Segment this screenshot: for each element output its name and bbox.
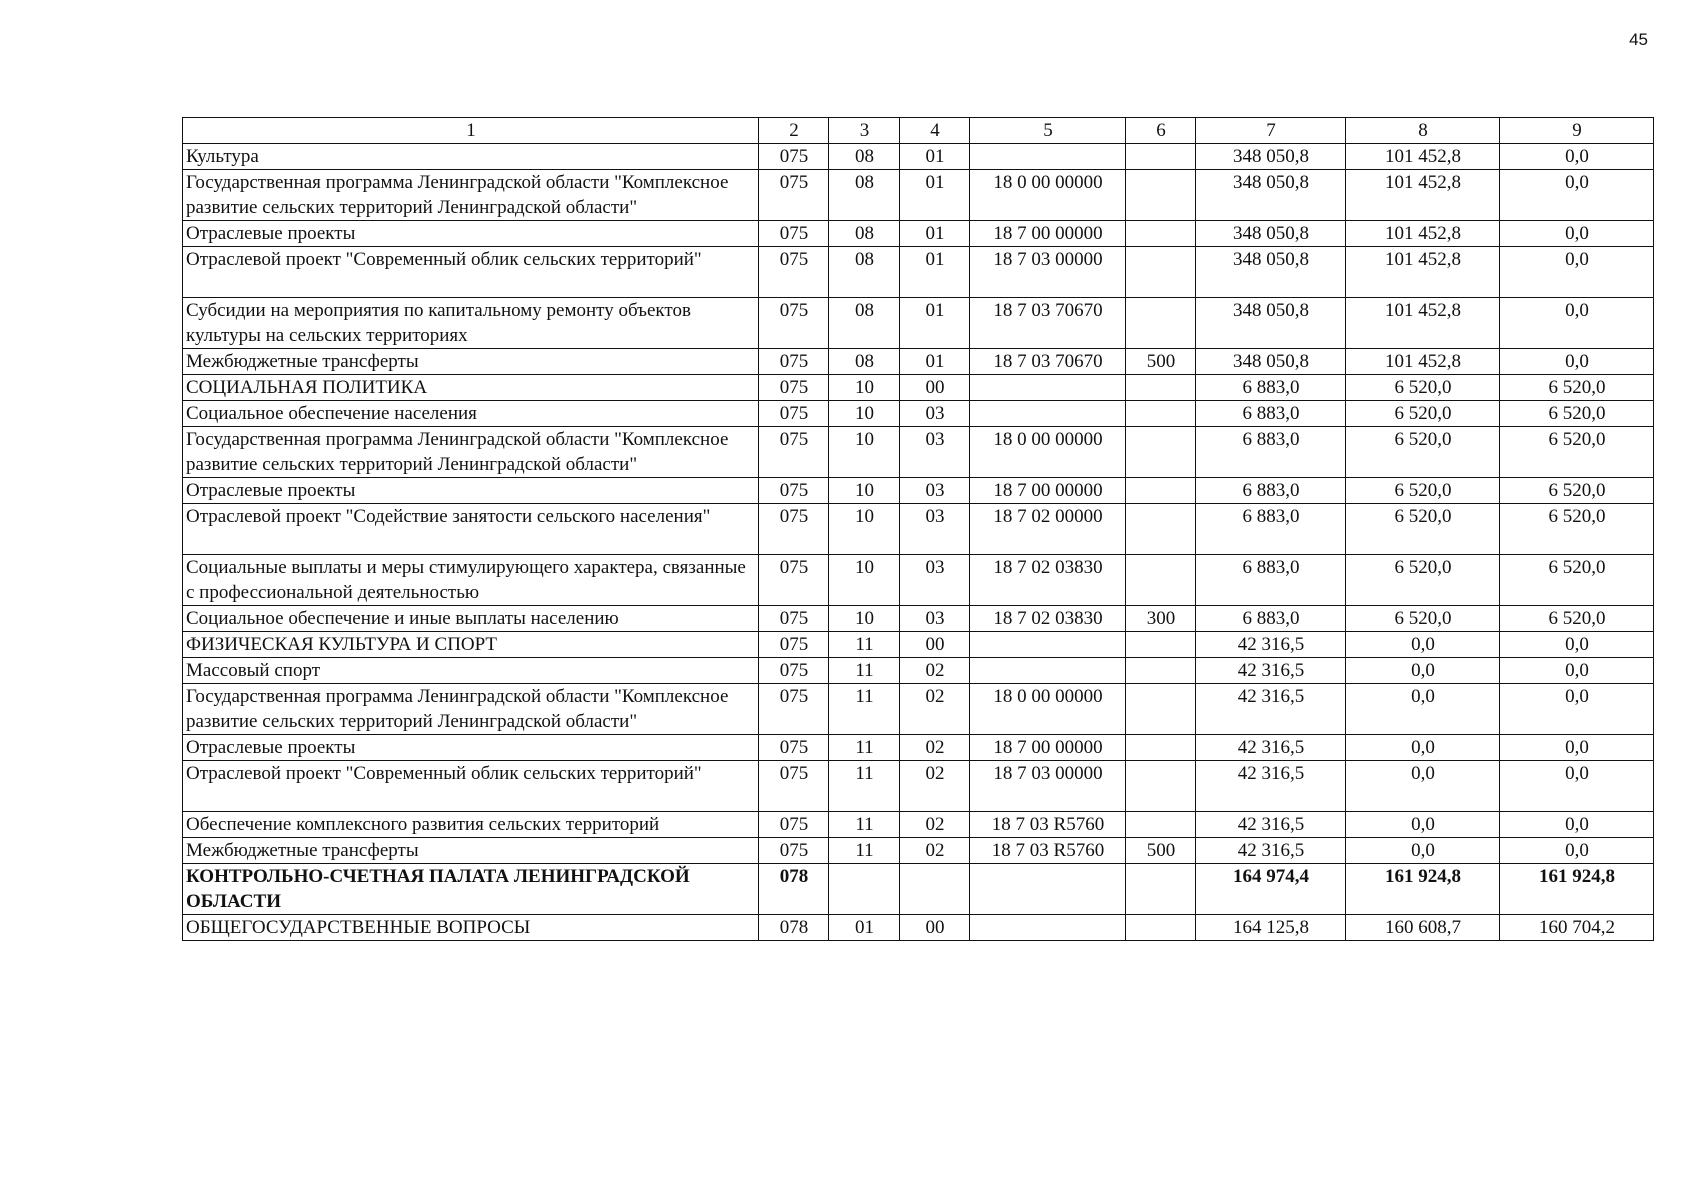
amount-col-8-cell: 161 924,8 bbox=[1346, 864, 1500, 915]
expense-type-cell bbox=[1126, 658, 1196, 684]
section-cell: 11 bbox=[829, 812, 900, 838]
amount-col-8-cell: 0,0 bbox=[1346, 812, 1500, 838]
header-row bbox=[183, 118, 1654, 144]
section-cell: 08 bbox=[829, 221, 900, 247]
amount-col-7-cell: 6 883,0 bbox=[1196, 606, 1346, 632]
amount-col-8-cell: 0,0 bbox=[1346, 658, 1500, 684]
table-row bbox=[183, 170, 1654, 221]
target-article-cell bbox=[970, 632, 1126, 658]
amount-col-7-cell: 348 050,8 bbox=[1196, 144, 1346, 170]
amount-col-8-cell: 6 520,0 bbox=[1346, 606, 1500, 632]
subsection-cell: 02 bbox=[900, 658, 970, 684]
amount-col-7-cell: 42 316,5 bbox=[1196, 735, 1346, 761]
amount-col-9-cell: 0,0 bbox=[1500, 812, 1654, 838]
amount-col-9-cell: 6 520,0 bbox=[1500, 401, 1654, 427]
subsection-cell: 01 bbox=[900, 170, 970, 221]
amount-col-8-cell: 0,0 bbox=[1346, 632, 1500, 658]
row-name-cell: Массовый спорт bbox=[183, 658, 759, 684]
section-cell: 08 bbox=[829, 144, 900, 170]
section-cell: 10 bbox=[829, 555, 900, 606]
table-row bbox=[183, 658, 1654, 684]
amount-col-7-cell: 164 974,4 bbox=[1196, 864, 1346, 915]
row-name-cell: Отраслевые проекты bbox=[183, 221, 759, 247]
amount-col-7-cell: 348 050,8 bbox=[1196, 349, 1346, 375]
target-article-cell: 18 7 03 70670 bbox=[970, 298, 1126, 349]
target-article-cell: 18 7 02 03830 bbox=[970, 606, 1126, 632]
target-article-cell: 18 0 00 00000 bbox=[970, 427, 1126, 478]
table-row bbox=[183, 632, 1654, 658]
row-name-cell: ОБЩЕГОСУДАРСТВЕННЫЕ ВОПРОСЫ bbox=[183, 915, 759, 941]
amount-col-9-cell: 161 924,8 bbox=[1500, 864, 1654, 915]
amount-col-9-cell: 0,0 bbox=[1500, 221, 1654, 247]
subsection-cell: 03 bbox=[900, 401, 970, 427]
code-cell: 075 bbox=[759, 375, 829, 401]
target-article-cell: 18 0 00 00000 bbox=[970, 684, 1126, 735]
row-name-cell: Обеспечение комплексного развития сельских территорий bbox=[183, 812, 759, 838]
budget-table bbox=[182, 117, 1654, 941]
target-article-cell: 18 7 00 00000 bbox=[970, 221, 1126, 247]
table-row bbox=[183, 298, 1654, 349]
table-row bbox=[183, 864, 1654, 915]
subsection-cell: 00 bbox=[900, 632, 970, 658]
expense-type-cell bbox=[1126, 221, 1196, 247]
amount-col-8-cell: 6 520,0 bbox=[1346, 478, 1500, 504]
amount-col-7-cell: 348 050,8 bbox=[1196, 247, 1346, 298]
section-cell: 08 bbox=[829, 298, 900, 349]
amount-col-9-cell: 6 520,0 bbox=[1500, 478, 1654, 504]
row-name-cell: Отраслевой проект "Современный облик сельских территорий" bbox=[183, 761, 759, 812]
amount-col-9-cell: 6 520,0 bbox=[1500, 555, 1654, 606]
row-name-cell: КОНТРОЛЬНО-СЧЕТНАЯ ПАЛАТА ЛЕНИНГРАДСКОЙ ОБЛАСТИ bbox=[183, 864, 759, 915]
amount-col-7-cell: 164 125,8 bbox=[1196, 915, 1346, 941]
expense-type-cell bbox=[1126, 864, 1196, 915]
amount-col-7-cell: 6 883,0 bbox=[1196, 555, 1346, 606]
code-cell: 078 bbox=[759, 864, 829, 915]
subsection-cell: 03 bbox=[900, 427, 970, 478]
amount-col-8-cell: 0,0 bbox=[1346, 735, 1500, 761]
code-cell: 075 bbox=[759, 349, 829, 375]
amount-col-8-cell: 101 452,8 bbox=[1346, 298, 1500, 349]
table-row bbox=[183, 812, 1654, 838]
page-number: 45 bbox=[1629, 30, 1648, 49]
section-cell: 01 bbox=[829, 915, 900, 941]
code-cell: 075 bbox=[759, 838, 829, 864]
subsection-cell bbox=[900, 864, 970, 915]
row-name-cell: Межбюджетные трансферты bbox=[183, 838, 759, 864]
table-row bbox=[183, 735, 1654, 761]
expense-type-cell bbox=[1126, 375, 1196, 401]
subsection-cell: 03 bbox=[900, 478, 970, 504]
amount-col-9-cell: 0,0 bbox=[1500, 658, 1654, 684]
amount-col-8-cell: 6 520,0 bbox=[1346, 375, 1500, 401]
section-cell: 10 bbox=[829, 504, 900, 555]
amount-col-9-cell: 0,0 bbox=[1500, 247, 1654, 298]
amount-col-8-cell: 160 608,7 bbox=[1346, 915, 1500, 941]
code-cell: 075 bbox=[759, 298, 829, 349]
subsection-cell: 02 bbox=[900, 735, 970, 761]
section-cell: 11 bbox=[829, 761, 900, 812]
expense-type-cell bbox=[1126, 812, 1196, 838]
section-cell: 11 bbox=[829, 684, 900, 735]
amount-col-7-cell: 42 316,5 bbox=[1196, 684, 1346, 735]
table-body bbox=[183, 144, 1654, 941]
table-row bbox=[183, 247, 1654, 298]
row-name-cell: Отраслевые проекты bbox=[183, 735, 759, 761]
code-cell: 075 bbox=[759, 555, 829, 606]
target-article-cell bbox=[970, 864, 1126, 915]
section-cell: 10 bbox=[829, 427, 900, 478]
subsection-cell: 00 bbox=[900, 375, 970, 401]
table-row bbox=[183, 761, 1654, 812]
amount-col-9-cell: 0,0 bbox=[1500, 632, 1654, 658]
amount-col-7-cell: 6 883,0 bbox=[1196, 401, 1346, 427]
amount-col-9-cell: 0,0 bbox=[1500, 144, 1654, 170]
expense-type-cell bbox=[1126, 684, 1196, 735]
table-row bbox=[183, 375, 1654, 401]
code-cell: 075 bbox=[759, 735, 829, 761]
row-name-cell: Государственная программа Ленинградской области "Комплексное развитие сельских территорий Ленинградской области" bbox=[183, 684, 759, 735]
section-cell: 10 bbox=[829, 606, 900, 632]
code-cell: 075 bbox=[759, 170, 829, 221]
subsection-cell: 01 bbox=[900, 221, 970, 247]
header-col-3: 3 bbox=[829, 118, 900, 144]
amount-col-9-cell: 6 520,0 bbox=[1500, 606, 1654, 632]
table-row bbox=[183, 504, 1654, 555]
table-row bbox=[183, 144, 1654, 170]
subsection-cell: 01 bbox=[900, 298, 970, 349]
section-cell: 11 bbox=[829, 632, 900, 658]
expense-type-cell bbox=[1126, 478, 1196, 504]
code-cell: 075 bbox=[759, 144, 829, 170]
amount-col-7-cell: 6 883,0 bbox=[1196, 427, 1346, 478]
header-col-9: 9 bbox=[1500, 118, 1654, 144]
header-col-1: 1 bbox=[183, 118, 759, 144]
code-cell: 075 bbox=[759, 247, 829, 298]
expense-type-cell bbox=[1126, 504, 1196, 555]
amount-col-7-cell: 42 316,5 bbox=[1196, 812, 1346, 838]
amount-col-7-cell: 6 883,0 bbox=[1196, 504, 1346, 555]
amount-col-8-cell: 101 452,8 bbox=[1346, 349, 1500, 375]
amount-col-9-cell: 0,0 bbox=[1500, 349, 1654, 375]
target-article-cell: 18 7 00 00000 bbox=[970, 735, 1126, 761]
target-article-cell: 18 7 03 00000 bbox=[970, 247, 1126, 298]
amount-col-7-cell: 42 316,5 bbox=[1196, 761, 1346, 812]
header-col-2: 2 bbox=[759, 118, 829, 144]
amount-col-8-cell: 0,0 bbox=[1346, 761, 1500, 812]
subsection-cell: 01 bbox=[900, 349, 970, 375]
section-cell: 08 bbox=[829, 349, 900, 375]
code-cell: 075 bbox=[759, 504, 829, 555]
header-col-7: 7 bbox=[1196, 118, 1346, 144]
amount-col-7-cell: 6 883,0 bbox=[1196, 478, 1346, 504]
table-row bbox=[183, 349, 1654, 375]
section-cell: 11 bbox=[829, 735, 900, 761]
amount-col-8-cell: 101 452,8 bbox=[1346, 221, 1500, 247]
row-name-cell: Отраслевые проекты bbox=[183, 478, 759, 504]
target-article-cell bbox=[970, 375, 1126, 401]
expense-type-cell bbox=[1126, 427, 1196, 478]
expense-type-cell bbox=[1126, 247, 1196, 298]
subsection-cell: 03 bbox=[900, 555, 970, 606]
table-row bbox=[183, 684, 1654, 735]
row-name-cell: Культура bbox=[183, 144, 759, 170]
amount-col-7-cell: 42 316,5 bbox=[1196, 632, 1346, 658]
row-name-cell: СОЦИАЛЬНАЯ ПОЛИТИКА bbox=[183, 375, 759, 401]
subsection-cell: 02 bbox=[900, 812, 970, 838]
code-cell: 075 bbox=[759, 427, 829, 478]
section-cell: 08 bbox=[829, 170, 900, 221]
amount-col-9-cell: 0,0 bbox=[1500, 170, 1654, 221]
amount-col-8-cell: 0,0 bbox=[1346, 684, 1500, 735]
target-article-cell: 18 7 02 03830 bbox=[970, 555, 1126, 606]
amount-col-8-cell: 0,0 bbox=[1346, 838, 1500, 864]
amount-col-7-cell: 42 316,5 bbox=[1196, 658, 1346, 684]
table-row bbox=[183, 915, 1654, 941]
code-cell: 075 bbox=[759, 221, 829, 247]
table-row bbox=[183, 427, 1654, 478]
expense-type-cell: 300 bbox=[1126, 606, 1196, 632]
target-article-cell bbox=[970, 915, 1126, 941]
amount-col-9-cell: 0,0 bbox=[1500, 735, 1654, 761]
expense-type-cell bbox=[1126, 735, 1196, 761]
expense-type-cell bbox=[1126, 298, 1196, 349]
expense-type-cell bbox=[1126, 761, 1196, 812]
section-cell bbox=[829, 864, 900, 915]
code-cell: 075 bbox=[759, 812, 829, 838]
section-cell: 10 bbox=[829, 375, 900, 401]
subsection-cell: 03 bbox=[900, 606, 970, 632]
target-article-cell: 18 7 03 00000 bbox=[970, 761, 1126, 812]
subsection-cell: 02 bbox=[900, 684, 970, 735]
row-name-cell: Социальное обеспечение и иные выплаты населению bbox=[183, 606, 759, 632]
row-name-cell: Социальное обеспечение населения bbox=[183, 401, 759, 427]
expense-type-cell: 500 bbox=[1126, 838, 1196, 864]
target-article-cell bbox=[970, 401, 1126, 427]
amount-col-9-cell: 6 520,0 bbox=[1500, 504, 1654, 555]
row-name-cell: Отраслевой проект "Современный облик сельских территорий" bbox=[183, 247, 759, 298]
amount-col-8-cell: 101 452,8 bbox=[1346, 144, 1500, 170]
amount-col-9-cell: 0,0 bbox=[1500, 684, 1654, 735]
table-row bbox=[183, 838, 1654, 864]
amount-col-8-cell: 6 520,0 bbox=[1346, 427, 1500, 478]
section-cell: 11 bbox=[829, 838, 900, 864]
amount-col-9-cell: 0,0 bbox=[1500, 298, 1654, 349]
subsection-cell: 00 bbox=[900, 915, 970, 941]
amount-col-8-cell: 6 520,0 bbox=[1346, 401, 1500, 427]
table-row bbox=[183, 555, 1654, 606]
table-row bbox=[183, 221, 1654, 247]
amount-col-7-cell: 348 050,8 bbox=[1196, 170, 1346, 221]
expense-type-cell bbox=[1126, 632, 1196, 658]
code-cell: 075 bbox=[759, 478, 829, 504]
subsection-cell: 02 bbox=[900, 761, 970, 812]
section-cell: 10 bbox=[829, 478, 900, 504]
amount-col-7-cell: 348 050,8 bbox=[1196, 298, 1346, 349]
expense-type-cell bbox=[1126, 915, 1196, 941]
subsection-cell: 02 bbox=[900, 838, 970, 864]
expense-type-cell: 500 bbox=[1126, 349, 1196, 375]
section-cell: 11 bbox=[829, 658, 900, 684]
section-cell: 08 bbox=[829, 247, 900, 298]
amount-col-9-cell: 0,0 bbox=[1500, 838, 1654, 864]
target-article-cell: 18 7 00 00000 bbox=[970, 478, 1126, 504]
row-name-cell: Субсидии на мероприятия по капитальному ремонту объектов культуры на сельских территориях bbox=[183, 298, 759, 349]
amount-col-8-cell: 101 452,8 bbox=[1346, 247, 1500, 298]
code-cell: 075 bbox=[759, 684, 829, 735]
expense-type-cell bbox=[1126, 144, 1196, 170]
table-row bbox=[183, 606, 1654, 632]
code-cell: 075 bbox=[759, 606, 829, 632]
amount-col-8-cell: 101 452,8 bbox=[1346, 170, 1500, 221]
table-row bbox=[183, 478, 1654, 504]
amount-col-9-cell: 160 704,2 bbox=[1500, 915, 1654, 941]
target-article-cell: 18 7 03 R5760 bbox=[970, 812, 1126, 838]
expense-type-cell bbox=[1126, 170, 1196, 221]
row-name-cell: Социальные выплаты и меры стимулирующего характера, связанные с профессиональной деятельностью bbox=[183, 555, 759, 606]
row-name-cell: Межбюджетные трансферты bbox=[183, 349, 759, 375]
header-col-6: 6 bbox=[1126, 118, 1196, 144]
amount-col-7-cell: 6 883,0 bbox=[1196, 375, 1346, 401]
code-cell: 075 bbox=[759, 761, 829, 812]
row-name-cell: ФИЗИЧЕСКАЯ КУЛЬТУРА И СПОРТ bbox=[183, 632, 759, 658]
section-cell: 10 bbox=[829, 401, 900, 427]
amount-col-7-cell: 42 316,5 bbox=[1196, 838, 1346, 864]
target-article-cell bbox=[970, 658, 1126, 684]
amount-col-9-cell: 6 520,0 bbox=[1500, 375, 1654, 401]
subsection-cell: 01 bbox=[900, 247, 970, 298]
target-article-cell: 18 7 02 00000 bbox=[970, 504, 1126, 555]
amount-col-8-cell: 6 520,0 bbox=[1346, 504, 1500, 555]
header-col-8: 8 bbox=[1346, 118, 1500, 144]
expense-type-cell bbox=[1126, 401, 1196, 427]
amount-col-9-cell: 0,0 bbox=[1500, 761, 1654, 812]
target-article-cell: 18 7 03 R5760 bbox=[970, 838, 1126, 864]
amount-col-8-cell: 6 520,0 bbox=[1346, 555, 1500, 606]
header-col-4: 4 bbox=[900, 118, 970, 144]
table-row bbox=[183, 401, 1654, 427]
code-cell: 078 bbox=[759, 915, 829, 941]
row-name-cell: Государственная программа Ленинградской области "Комплексное развитие сельских территорий Ленинградской области" bbox=[183, 170, 759, 221]
target-article-cell: 18 0 00 00000 bbox=[970, 170, 1126, 221]
code-cell: 075 bbox=[759, 658, 829, 684]
subsection-cell: 03 bbox=[900, 504, 970, 555]
expense-type-cell bbox=[1126, 555, 1196, 606]
header-col-5: 5 bbox=[970, 118, 1126, 144]
target-article-cell bbox=[970, 144, 1126, 170]
code-cell: 075 bbox=[759, 401, 829, 427]
row-name-cell: Государственная программа Ленинградской области "Комплексное развитие сельских территорий Ленинградской области" bbox=[183, 427, 759, 478]
amount-col-7-cell: 348 050,8 bbox=[1196, 221, 1346, 247]
target-article-cell: 18 7 03 70670 bbox=[970, 349, 1126, 375]
amount-col-9-cell: 6 520,0 bbox=[1500, 427, 1654, 478]
code-cell: 075 bbox=[759, 632, 829, 658]
row-name-cell: Отраслевой проект "Содействие занятости сельского населения" bbox=[183, 504, 759, 555]
subsection-cell: 01 bbox=[900, 144, 970, 170]
